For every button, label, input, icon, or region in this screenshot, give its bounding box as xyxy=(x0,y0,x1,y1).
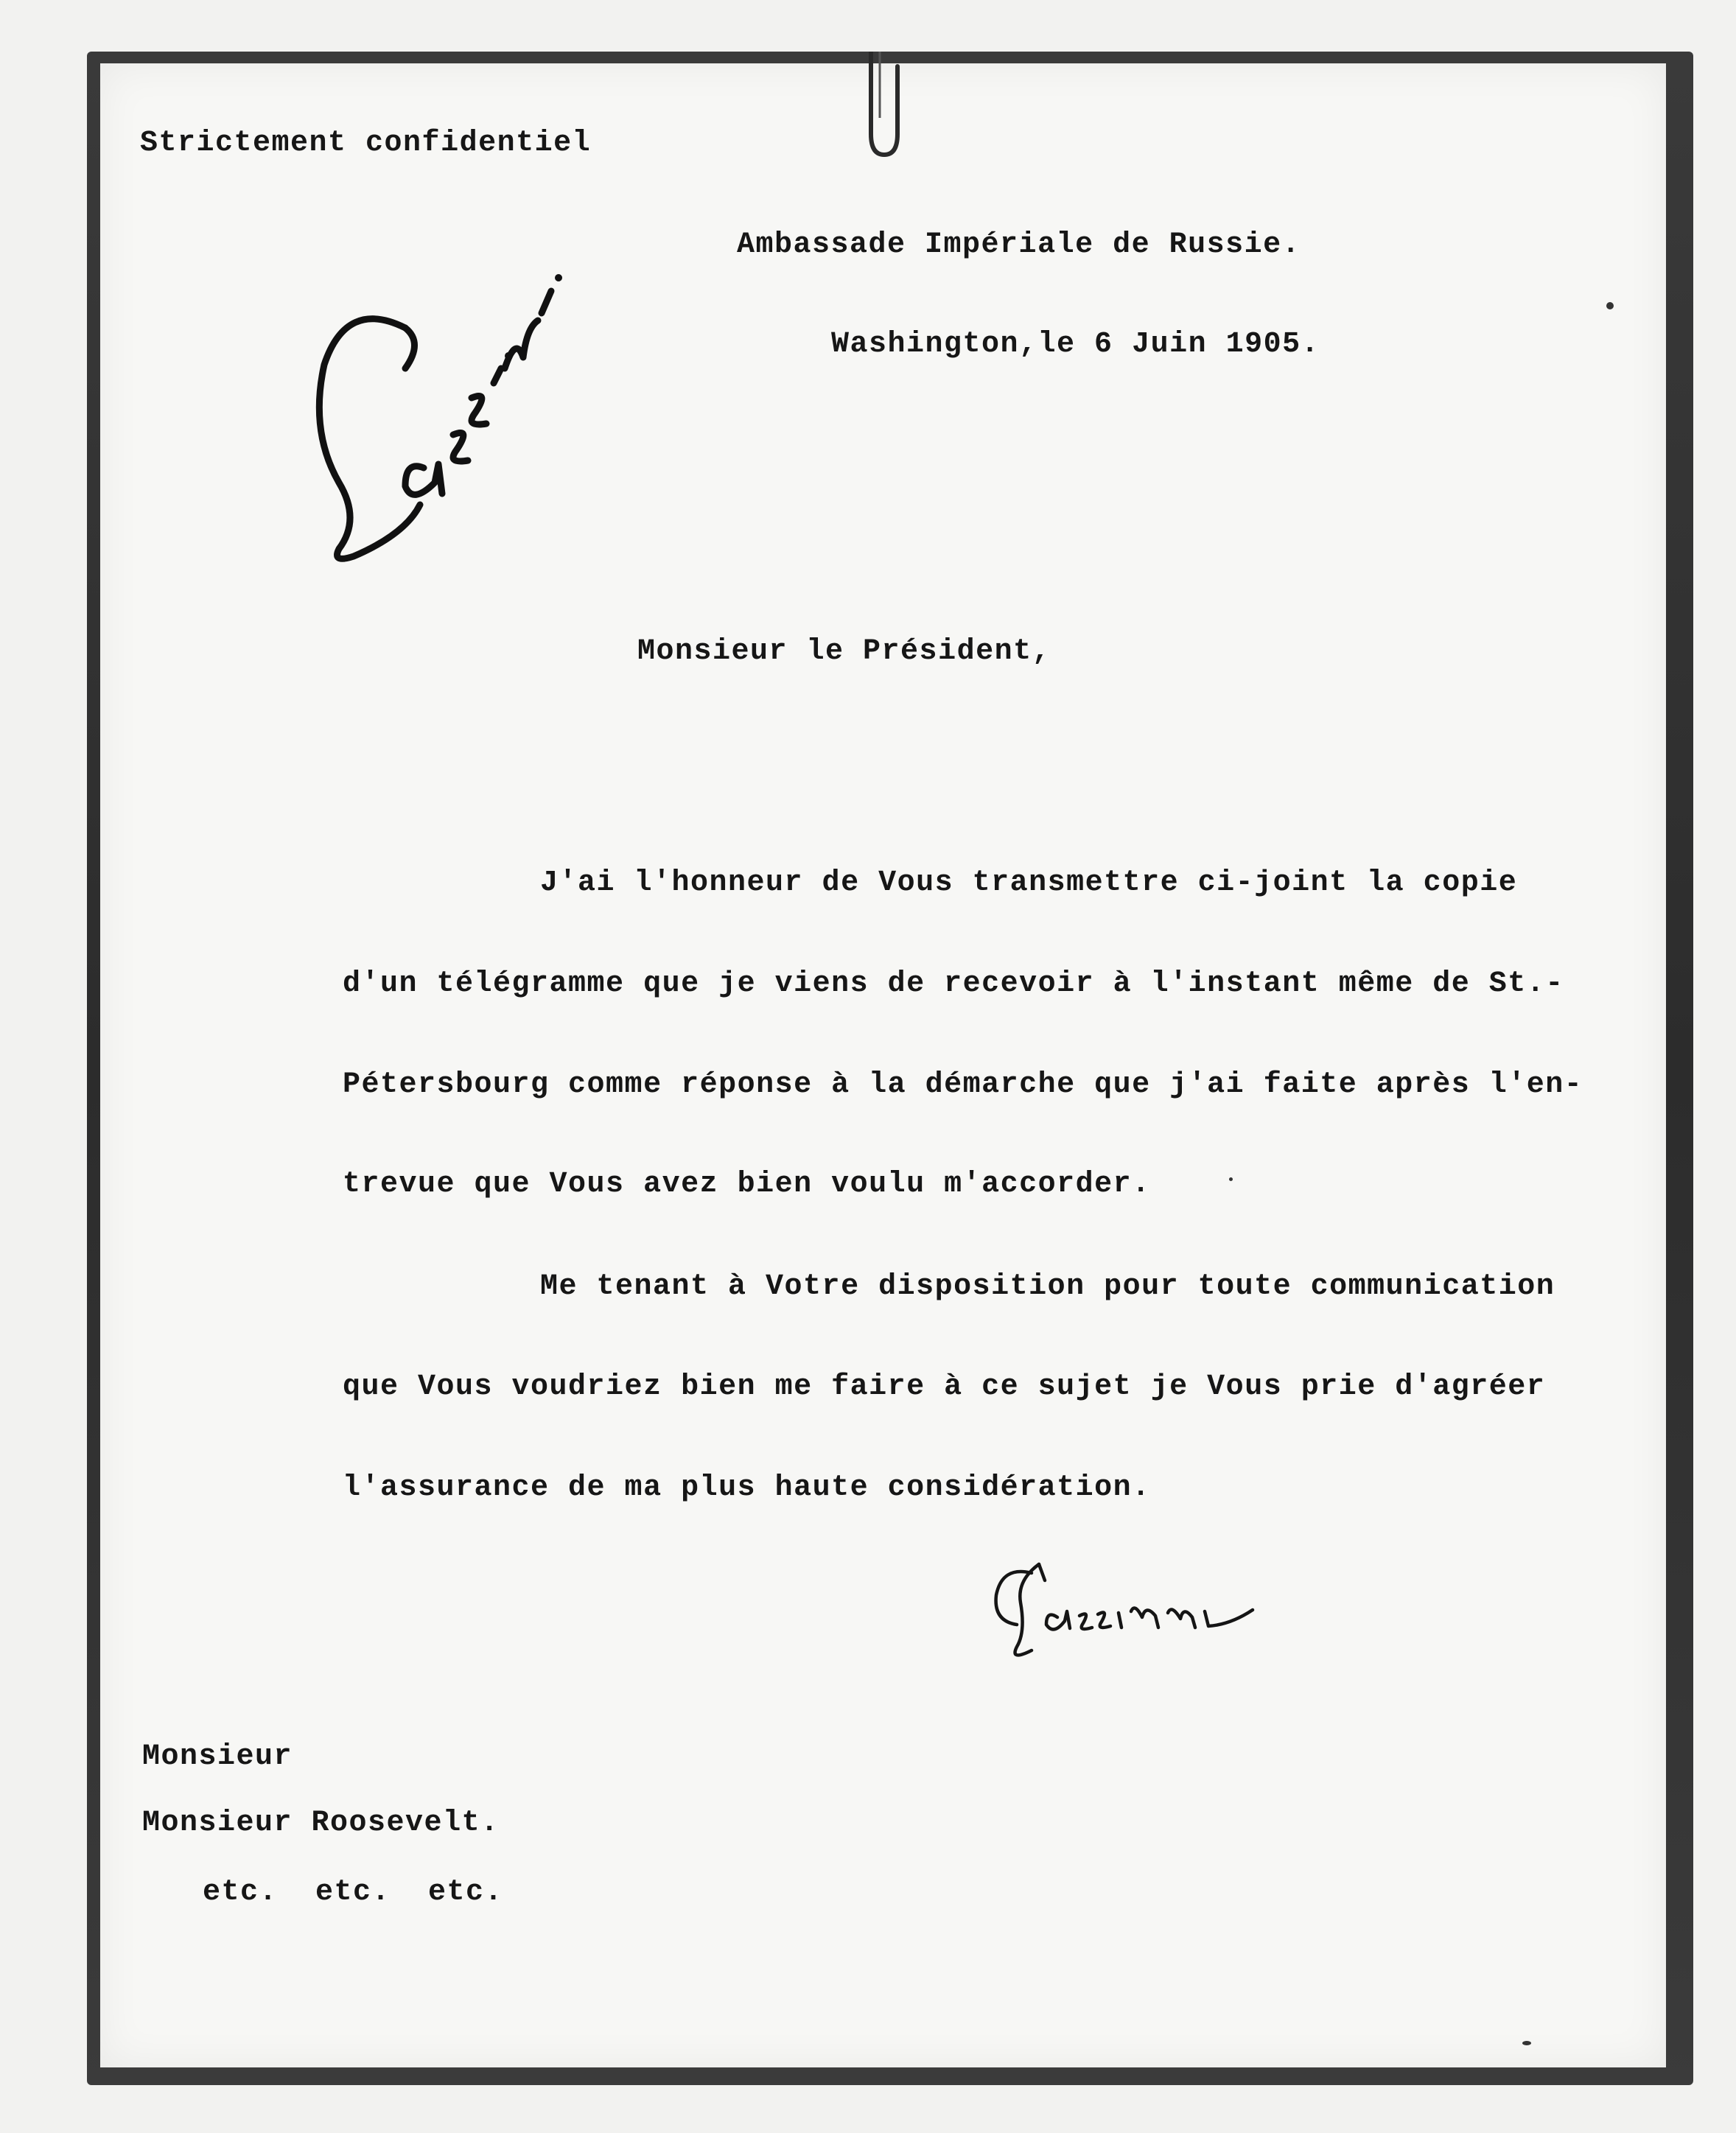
place-date: Washington,le 6 Juin 1905. xyxy=(831,328,1320,361)
paragraph-2-line: que Vous voudriez bien me faire à ce sujet je Vous prie d'agréer xyxy=(343,1370,1546,1404)
margin-signature xyxy=(295,239,589,578)
addressee-line-1: Monsieur xyxy=(142,1740,293,1773)
paragraph-1-line: J'ai l'honneur de Vous transmettre ci-joint la copie xyxy=(540,866,1518,900)
paragraph-1-line: d'un télégramme que je viens de recevoir à l'instant même de St.- xyxy=(343,967,1564,1001)
addressee-line-3: etc. etc. etc. xyxy=(203,1876,504,1909)
paragraph-2-line: l'assurance de ma plus haute considération. xyxy=(343,1471,1151,1505)
closing-signature xyxy=(987,1551,1312,1661)
salutation: Monsieur le Président, xyxy=(637,635,1051,668)
paragraph-2-line: Me tenant à Votre disposition pour toute communication xyxy=(540,1270,1555,1303)
scan-speck xyxy=(1522,2041,1531,2045)
paperclip-icon xyxy=(861,52,908,162)
scan-speck xyxy=(1606,302,1614,309)
paragraph-1-line: trevue que Vous avez bien voulu m'accorder. xyxy=(343,1168,1151,1201)
scan-speck xyxy=(1229,1177,1233,1181)
addressee-line-2: Monsieur Roosevelt. xyxy=(142,1807,500,1840)
classification-label: Strictement confidentiel xyxy=(140,127,592,160)
paragraph-1-line: Pétersbourg comme réponse à la démarche que j'ai faite après l'en- xyxy=(343,1068,1583,1101)
sender-heading: Ambassade Impériale de Russie. xyxy=(737,228,1301,262)
